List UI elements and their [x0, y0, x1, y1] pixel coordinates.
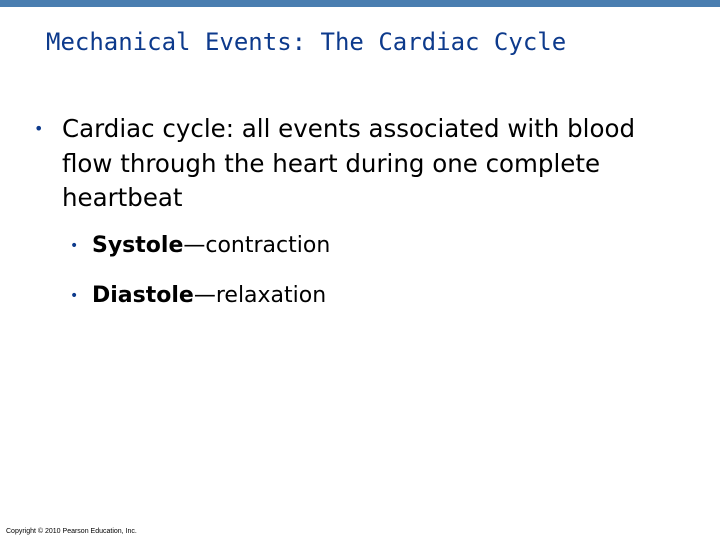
top-accent-bar: [0, 0, 720, 7]
copyright-notice: Copyright © 2010 Pearson Education, Inc.: [6, 528, 137, 535]
term-definition: relaxation: [215, 282, 327, 308]
slide-title: Mechanical Events: The Cardiac Cycle: [46, 28, 567, 56]
sub-bullet-list: [70, 230, 674, 330]
sub-bullet-dot-icon: •: [70, 237, 79, 254]
bullet-item: [34, 112, 674, 216]
sub-bullet-text: [92, 280, 326, 312]
term-diastole: Diastole: [92, 282, 194, 308]
sub-bullet-systole: [70, 230, 674, 280]
term-dash: —: [193, 282, 216, 308]
sub-bullet-dot-icon: •: [70, 287, 79, 304]
sub-bullet-diastole: [70, 280, 674, 330]
term-systole: Systole: [92, 232, 184, 258]
term-definition: contraction: [205, 232, 331, 258]
sub-bullet-text: [92, 230, 330, 262]
term-dash: —: [183, 232, 206, 258]
slide-body: [34, 112, 674, 330]
bullet-dot-icon: •: [34, 119, 44, 138]
bullet-text: Cardiac cycle: all events associated with blood flow through the heart during one complete heartbeat: [62, 114, 635, 212]
